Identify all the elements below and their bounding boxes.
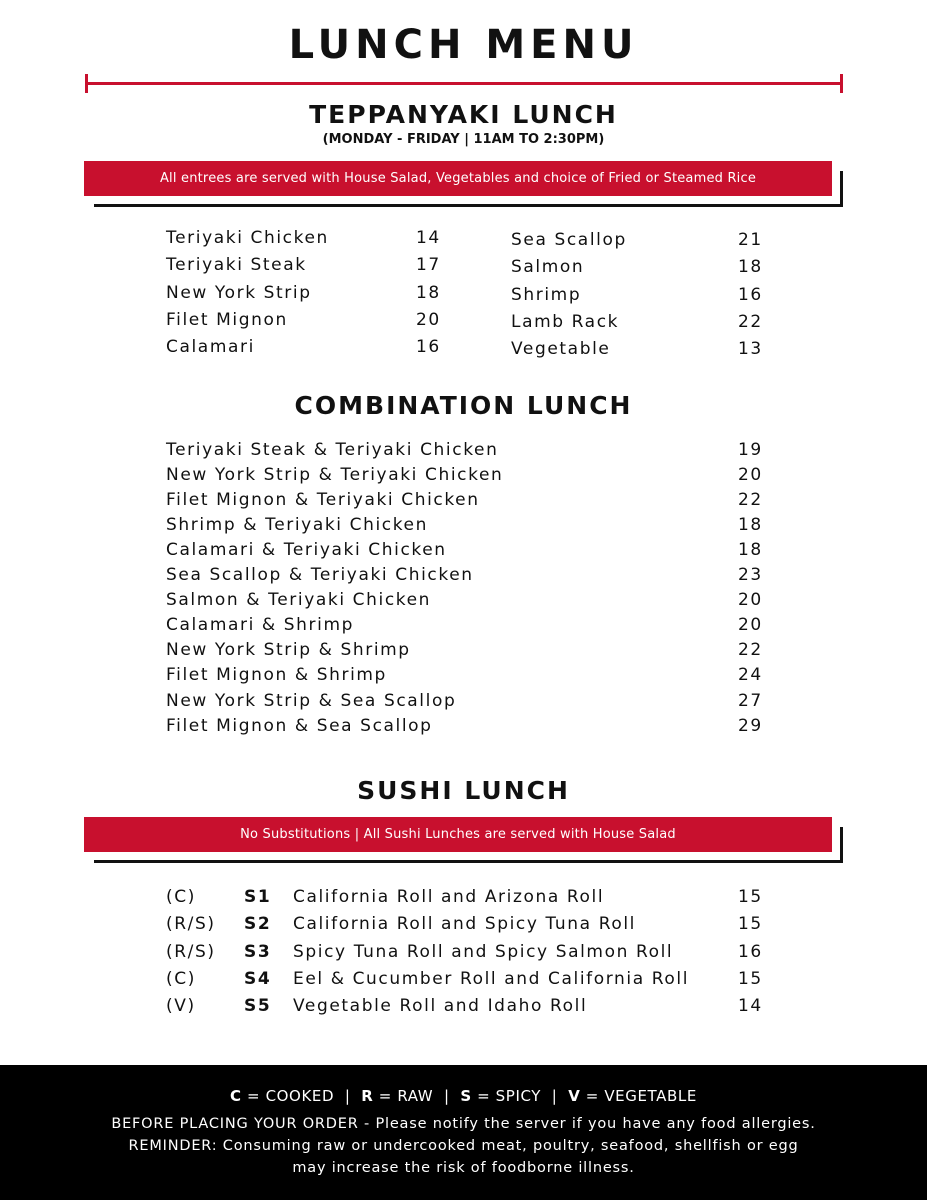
menu-item-name: New York Strip & Shrimp — [166, 640, 411, 661]
title-divider-cap-right — [840, 74, 843, 93]
legend-key: V — [568, 1087, 581, 1105]
sushi-type-tag: (C) — [166, 887, 196, 907]
menu-item-price: 20 — [738, 590, 763, 611]
legend-value: COOKED — [265, 1087, 335, 1105]
menu-item-price: 15 — [738, 914, 763, 935]
sushi-code: S1 — [244, 887, 272, 907]
legend-equals: = — [580, 1087, 605, 1105]
menu-item-price: 16 — [416, 337, 441, 358]
menu-item-price: 16 — [738, 284, 763, 305]
menu-item-price: 18 — [416, 282, 441, 303]
menu-item-name: Salmon & Teriyaki Chicken — [166, 590, 432, 611]
sushi-type-tag: (R/S) — [166, 941, 216, 962]
menu-item-name: California Roll and Arizona Roll — [293, 887, 605, 907]
combination-heading: COMBINATION LUNCH — [294, 391, 633, 420]
menu-item-name: Spicy Tuna Roll and Spicy Salmon Roll — [293, 941, 674, 962]
legend-separator: | — [334, 1087, 362, 1105]
page-title: LUNCH MENU — [288, 22, 639, 68]
menu-item-name: New York Strip & Teriyaki Chicken — [166, 465, 504, 486]
menu-item-price: 16 — [738, 941, 763, 962]
footer — [0, 1065, 927, 1200]
menu-item-price: 22 — [738, 640, 763, 661]
legend-equals: = — [373, 1087, 398, 1105]
menu-item-name: Teriyaki Steak — [166, 255, 307, 276]
menu-item-name: Vegetable Roll and Idaho Roll — [293, 996, 588, 1017]
menu-item-price: 23 — [738, 565, 763, 586]
menu-item-name: Filet Mignon — [166, 309, 288, 330]
sushi-type-tag: (C) — [166, 968, 196, 989]
menu-item-name: Calamari & Teriyaki Chicken — [166, 540, 447, 561]
menu-item-name: Shrimp & Teriyaki Chicken — [166, 515, 428, 536]
sushi-heading: SUSHI LUNCH — [357, 776, 570, 805]
title-divider — [86, 82, 842, 85]
legend — [0, 1087, 927, 1105]
teppanyaki-note: All entrees are served with House Salad, Vegetables and choice of Fried or Steamed Rice — [84, 161, 832, 196]
menu-item-price: 22 — [738, 490, 763, 511]
menu-item-price: 15 — [738, 887, 763, 907]
menu-item-name: Lamb Rack — [511, 311, 620, 332]
menu-item-price: 14 — [416, 228, 441, 248]
menu-item-name: Shrimp — [511, 284, 582, 305]
allergy-notice: BEFORE PLACING YOUR ORDER - Please notify the server if you have any food allergies. — [111, 1116, 816, 1132]
menu-item-name: Teriyaki Chicken — [166, 228, 329, 248]
title-divider-cap-left — [85, 74, 88, 93]
legend-equals: = — [471, 1087, 496, 1105]
legend-value: SPICY — [495, 1087, 542, 1105]
menu-item-name: Salmon — [511, 257, 585, 278]
menu-item-price: 20 — [738, 615, 763, 636]
menu-item-price: 15 — [738, 968, 763, 989]
menu-item-price: 14 — [738, 996, 763, 1017]
menu-item-name: Sea Scallop & Teriyaki Chicken — [166, 565, 474, 586]
menu-item-name: California Roll and Spicy Tuna Roll — [293, 914, 636, 935]
menu-item-price: 29 — [738, 715, 763, 736]
menu-item-price: 18 — [738, 540, 763, 561]
reminder-notice: REMINDER: Consuming raw or undercooked meat, poultry, seafood, shellfish or egg — [128, 1138, 799, 1154]
teppanyaki-heading: TEPPANYAKI LUNCH — [309, 100, 618, 129]
sushi-code: S5 — [244, 996, 272, 1017]
menu-item-price: 27 — [738, 690, 763, 711]
menu-item-name: Vegetable — [511, 339, 611, 360]
menu-item-name: Filet Mignon & Sea Scallop — [166, 715, 433, 736]
sushi-code: S2 — [244, 914, 272, 935]
menu-item-price: 20 — [416, 309, 441, 330]
teppanyaki-hours: (MONDAY - FRIDAY | 11AM TO 2:30PM) — [322, 132, 605, 147]
menu-item-name: New York Strip & Sea Scallop — [166, 690, 457, 711]
sushi-code: S3 — [244, 941, 272, 962]
legend-separator: | — [541, 1087, 569, 1105]
menu-item-price: 18 — [738, 257, 763, 278]
menu-item-price: 22 — [738, 311, 763, 332]
reminder-notice-continued: may increase the risk of foodborne illness. — [292, 1160, 635, 1176]
legend-equals: = — [241, 1087, 266, 1105]
menu-item-price: 24 — [738, 665, 763, 686]
legend-key: S — [460, 1087, 472, 1105]
menu-item-price: 20 — [738, 465, 763, 486]
menu-item-price: 21 — [738, 230, 763, 250]
legend-value: VEGETABLE — [604, 1087, 697, 1105]
menu-item-name: Eel & Cucumber Roll and California Roll — [293, 968, 690, 989]
teppanyaki-note-banner — [84, 161, 844, 207]
menu-item-name: Filet Mignon & Shrimp — [166, 665, 387, 686]
menu-item-price: 13 — [738, 339, 763, 360]
sushi-note-banner — [84, 817, 844, 863]
menu-item-price: 17 — [416, 255, 441, 276]
legend-key: C — [230, 1087, 242, 1105]
sushi-type-tag: (R/S) — [166, 914, 216, 935]
legend-value: RAW — [397, 1087, 434, 1105]
menu-item-name: Sea Scallop — [511, 230, 627, 250]
menu-item-name: Teriyaki Steak & Teriyaki Chicken — [166, 440, 499, 460]
menu-item-name: Filet Mignon & Teriyaki Chicken — [166, 490, 480, 511]
menu-item-name: New York Strip — [166, 282, 312, 303]
sushi-code: S4 — [244, 968, 272, 989]
legend-key: R — [361, 1087, 374, 1105]
legend-separator: | — [433, 1087, 461, 1105]
sushi-note: No Substitutions | All Sushi Lunches are served with House Salad — [84, 817, 832, 852]
sushi-type-tag: (V) — [166, 996, 196, 1017]
menu-item-price: 18 — [738, 515, 763, 536]
menu-item-name: Calamari & Shrimp — [166, 615, 355, 636]
menu-item-name: Calamari — [166, 337, 255, 358]
menu-item-price: 19 — [738, 440, 763, 460]
